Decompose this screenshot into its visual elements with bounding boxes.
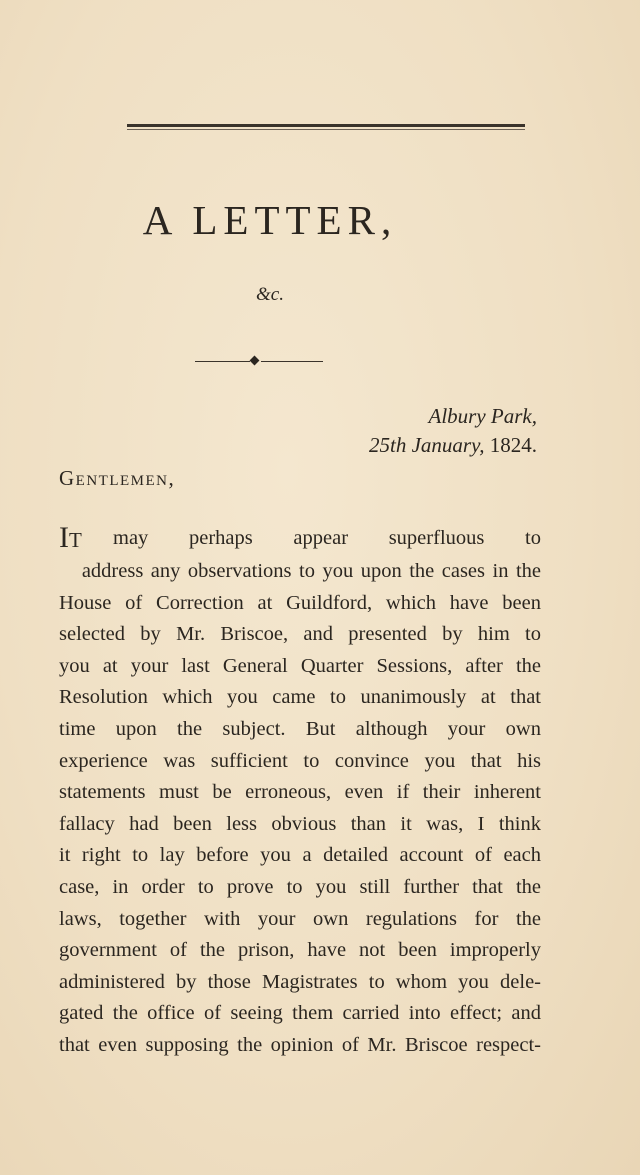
body-line: experience was sufficient to convince you that his (59, 749, 541, 772)
body-line: it right to lay before you a detailed account of each (59, 844, 541, 867)
body-line: government of the prison, have not been improperly (59, 939, 541, 962)
ornament-line-left (195, 361, 250, 362)
opening-word-rest: T (69, 528, 82, 552)
body-line: you at your last General Quarter Sessions, after the (59, 654, 541, 677)
letter-date-year: 1824. (489, 433, 537, 457)
body-line: administered by those Magistrates to whom you dele- (59, 970, 541, 993)
opening-word (59, 520, 82, 559)
body-line: fallacy had been less obvious than it was, I think (59, 812, 541, 835)
top-rule (127, 124, 525, 127)
diamond-icon (250, 356, 260, 366)
body-line: House of Correction at Guildford, which have been (59, 591, 541, 614)
body-line: address any observations to you upon the cases in the (81, 560, 541, 582)
page-title: A LETTER, (142, 197, 398, 243)
divider-ornament (195, 356, 323, 368)
et-cetera: &c. (256, 284, 284, 305)
drop-cap: I (59, 521, 69, 554)
body-line: statements must be erroneous, even if their inherent (59, 781, 541, 804)
body-line: gated the office of seeing them carried into effect; and (59, 1002, 541, 1025)
top-rule-thin (127, 129, 525, 130)
body-line (59, 520, 541, 556)
salutation: Gentlemen, (59, 466, 176, 490)
letter-date-day: 25th January, (369, 433, 485, 457)
body-line: case, in order to prove to you still further that the (59, 875, 541, 898)
ornament-line-right (261, 361, 323, 362)
letter-date (369, 433, 537, 458)
first-line-text: may perhaps appear superfluous to (113, 527, 541, 549)
letter-body (59, 520, 541, 1062)
body-line: selected by Mr. Briscoe, and presented by him to (59, 623, 541, 646)
body-line: Resolution which you came to unanimously at that (59, 686, 541, 709)
body-line: time upon the subject. But although your own (59, 717, 541, 740)
body-line: that even supposing the opinion of Mr. Briscoe respect- (59, 1033, 541, 1056)
body-line: laws, together with your own regulations for the (59, 907, 541, 930)
letter-place: Albury Park, (428, 404, 537, 428)
